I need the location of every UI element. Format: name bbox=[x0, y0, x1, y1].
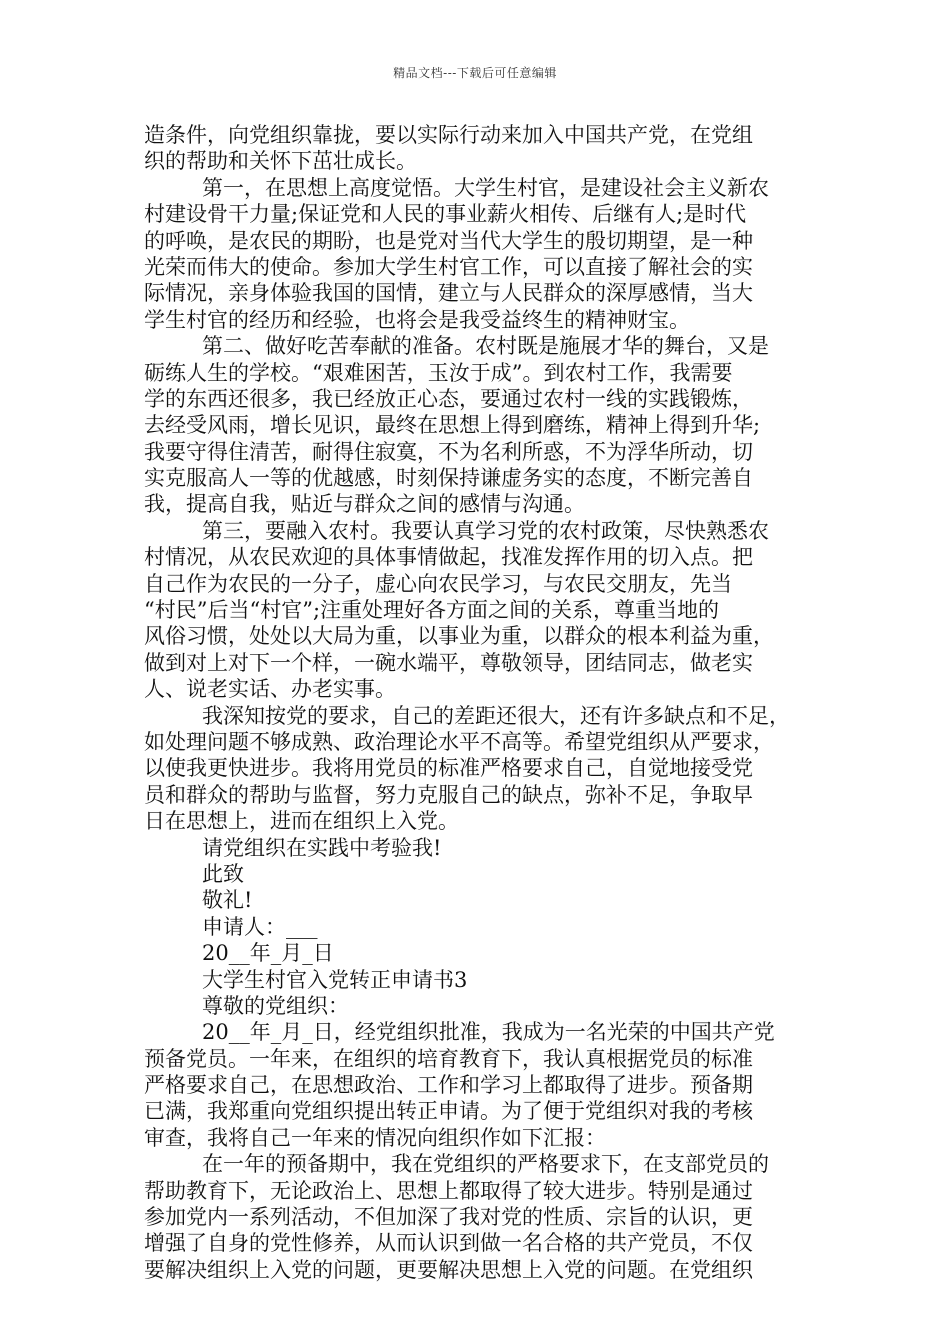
text-line: 参加党内一系列活动，不但加深了我对党的性质、宗旨的认识，更 bbox=[144, 1205, 753, 1230]
text-line: 我要守得住清苦，耐得住寂寞，不为名利所惑，不为浮华所动，切 bbox=[144, 439, 753, 464]
text-line: 20__年_月_日 bbox=[202, 941, 334, 966]
text-line: 村情况，从农民欢迎的具体事情做起，找准发挥作用的切入点。把 bbox=[144, 545, 753, 570]
text-line: 尊敬的党组织： bbox=[202, 993, 349, 1018]
text-line: 预备党员。一年来，在组织的培育教育下，我认真根据党员的标准 bbox=[144, 1046, 753, 1071]
text-line: 请党组织在实践中考验我! bbox=[202, 835, 442, 860]
text-line: 我深知按党的要求，自己的差距还很大，还有许多缺点和不足， bbox=[202, 703, 790, 728]
text-line: 在一年的预备期中，我在党组织的严格要求下，在支部党员的 bbox=[202, 1152, 769, 1177]
text-line: 大学生村官入党转正申请书3 bbox=[202, 967, 468, 992]
text-line: 严格要求自己，在思想政治、工作和学习上都取得了进步。预备期 bbox=[144, 1073, 753, 1098]
text-line: 实克服高人一等的优越感，时刻保持谦虚务实的态度，不断完善自 bbox=[144, 466, 753, 491]
text-line: 砺练人生的学校。“艰难困苦，玉汝于成”。到农村工作，我需要 bbox=[144, 360, 733, 385]
text-line: 日在思想上，进而在组织上入党。 bbox=[144, 809, 459, 834]
text-line: 第一，在思想上高度觉悟。大学生村官，是建设社会主义新农 bbox=[202, 175, 769, 200]
text-line: 敬礼! bbox=[202, 888, 253, 913]
text-line: 做到对上对下一个样，一碗水端平，尊敬领导，团结同志，做老实 bbox=[144, 650, 753, 675]
text-line: 造条件，向党组织靠拢，要以实际行动来加入中国共产党，在党组 bbox=[144, 123, 753, 147]
text-line: “村民”后当“村官”;注重处理好各方面之间的关系，尊重当地的 bbox=[144, 598, 720, 623]
text-line: 帮助教育下，无论政治上、思想上都取得了较大进步。特别是通过 bbox=[144, 1178, 753, 1203]
text-line: 如处理问题不够成熟、政治理论水平不高等。希望党组织从严要求， bbox=[144, 729, 774, 754]
text-line: 要解决组织上入党的问题，更要解决思想上入党的问题。在党组织 bbox=[144, 1257, 753, 1282]
text-line: 人、说老实话、办老实事。 bbox=[144, 677, 396, 702]
text-line: 际情况，亲身体验我国的国情，建立与人民群众的深厚感情，当大 bbox=[144, 281, 753, 306]
text-line: 以使我更快进步。我将用党员的标准严格要求自己，自觉地接受党 bbox=[144, 756, 753, 781]
text-line: 员和群众的帮助与监督，努力克服自己的缺点，弥补不足，争取早 bbox=[144, 782, 753, 807]
text-line: 第三，要融入农村。我要认真学习党的农村政策，尽快熟悉农 bbox=[202, 518, 769, 543]
document-body bbox=[144, 122, 826, 1283]
text-line: 审查，我将自己一年来的情况向组织作如下汇报： bbox=[144, 1125, 606, 1150]
text-line: 学生村官的经历和经验，也将会是我受益终生的精神财宝。 bbox=[144, 307, 690, 332]
page-header: 精品文档---下载后可任意编辑 bbox=[393, 66, 557, 80]
text-line: 织的帮助和关怀下茁壮成长。 bbox=[144, 149, 417, 174]
text-line: 村建设骨干力量;保证党和人民的事业薪火相传、后继有人;是时代 bbox=[144, 202, 747, 227]
text-line: 第二、做好吃苦奉献的准备。农村既是施展才华的舞台，又是 bbox=[202, 334, 769, 359]
text-line: 风俗习惯，处处以大局为重，以事业为重，以群众的根本利益为重， bbox=[144, 624, 774, 649]
text-line: 已满，我郑重向党组织提出转正申请。为了便于党组织对我的考核 bbox=[144, 1099, 753, 1124]
text-line: 我，提高自我，贴近与群众之间的感情与沟通。 bbox=[144, 492, 585, 517]
text-line: 申请人：___ bbox=[202, 914, 318, 939]
text-line: 去经受风雨，增长见识，最终在思想上得到磨练，精神上得到升华; bbox=[144, 413, 761, 438]
text-line: 光荣而伟大的使命。参加大学生村官工作，可以直接了解社会的实 bbox=[144, 254, 753, 279]
text-line: 学的东西还很多，我已经放正心态，要通过农村一线的实践锻炼， bbox=[144, 386, 753, 411]
text-line: 自己作为农民的一分子，虚心向农民学习，与农民交朋友，先当 bbox=[144, 571, 732, 596]
text-line: 20__年_月_日，经党组织批准，我成为一名光荣的中国共产党 bbox=[202, 1020, 775, 1045]
text-line: 增强了自身的党性修养，从而认识到做一名合格的共产党员，不仅 bbox=[144, 1231, 753, 1256]
text-line: 此致 bbox=[202, 861, 244, 886]
text-line: 的呼唤，是农民的期盼，也是党对当代大学生的殷切期望，是一种 bbox=[144, 228, 753, 253]
